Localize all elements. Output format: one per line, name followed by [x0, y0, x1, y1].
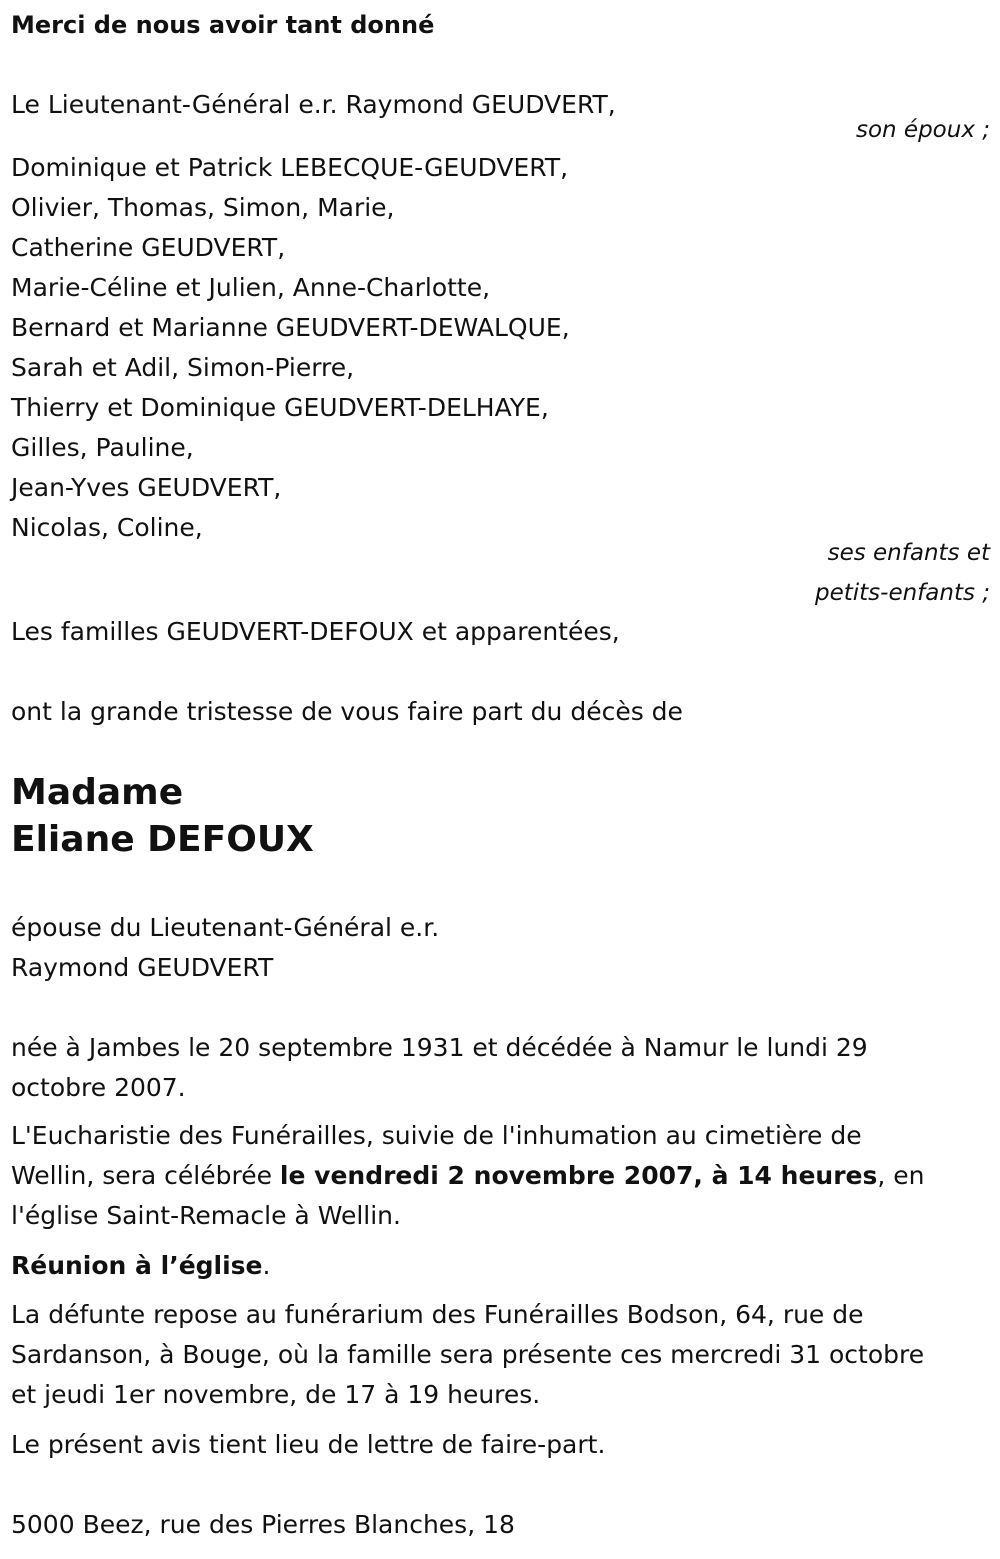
- spouse-line: Le Lieutenant-Général e.r. Raymond GEUDVERT,: [11, 90, 616, 119]
- address-line: 5000 Beez, rue des Pierres Blanches, 18: [11, 1510, 515, 1539]
- children-line-8: Gilles, Pauline,: [11, 433, 194, 462]
- children-role-2: petits-enfants ;: [814, 580, 990, 606]
- funeral-line-2-prefix: Wellin, sera célébrée: [11, 1161, 280, 1190]
- children-line-7: Thierry et Dominique GEUDVERT-DELHAYE,: [11, 393, 549, 422]
- children-line-6: Sarah et Adil, Simon-Pierre,: [11, 353, 355, 382]
- children-line-3: Catherine GEUDVERT,: [11, 233, 286, 262]
- funeral-line-3: l'église Saint-Remacle à Wellin.: [11, 1201, 401, 1230]
- funeral-line-2-suffix: , en: [877, 1161, 925, 1190]
- funeral-date-time: le vendredi 2 novembre 2007, à 14 heures: [279, 1161, 878, 1190]
- birth-death-line-2: octobre 2007.: [11, 1073, 186, 1102]
- visitation-line-2: Sardanson, à Bouge, où la famille sera présente ces mercredi 31 octobre: [11, 1340, 925, 1369]
- children-line-10: Nicolas, Coline,: [11, 513, 203, 542]
- children-role-1: ses enfants et: [827, 540, 990, 566]
- funeral-line-2: [11, 1161, 925, 1191]
- children-line-2: Olivier, Thomas, Simon, Marie,: [11, 193, 395, 222]
- children-line-4: Marie-Céline et Julien, Anne-Charlotte,: [11, 273, 491, 302]
- spouse-role: son époux ;: [855, 117, 990, 143]
- visitation-line-1: La défunte repose au funérarium des Funérailles Bodson, 64, rue de: [11, 1300, 864, 1329]
- announcement-line: ont la grande tristesse de vous faire part du décès de: [11, 697, 683, 726]
- spouse-of-line-2: Raymond GEUDVERT: [11, 953, 274, 982]
- spouse-of-line-1: épouse du Lieutenant-Général e.r.: [11, 913, 440, 942]
- visitation-line-3: et jeudi 1er novembre, de 17 à 19 heures.: [11, 1380, 541, 1409]
- funeral-line-1: L'Eucharistie des Funérailles, suivie de l'inhumation au cimetière de: [11, 1121, 862, 1150]
- meeting-bold: Réunion à l’église: [11, 1251, 263, 1280]
- children-line-1: Dominique et Patrick LEBECQUE-GEUDVERT,: [11, 153, 569, 182]
- notice-line: Le présent avis tient lieu de lettre de faire-part.: [11, 1430, 606, 1459]
- children-line-5: Bernard et Marianne GEUDVERT-DEWALQUE,: [11, 313, 570, 342]
- deceased-title: Madame: [11, 772, 184, 813]
- thanks-heading: Merci de nous avoir tant donné: [11, 11, 435, 39]
- children-line-9: Jean-Yves GEUDVERT,: [11, 473, 282, 502]
- meeting-suffix: .: [262, 1251, 271, 1280]
- deceased-name: Eliane DEFOUX: [11, 819, 314, 860]
- birth-death-line-1: née à Jambes le 20 septembre 1931 et décédée à Namur le lundi 29: [11, 1033, 868, 1062]
- relatives-line: Les familles GEUDVERT-DEFOUX et apparentées,: [11, 617, 620, 646]
- meeting-line: [11, 1251, 270, 1281]
